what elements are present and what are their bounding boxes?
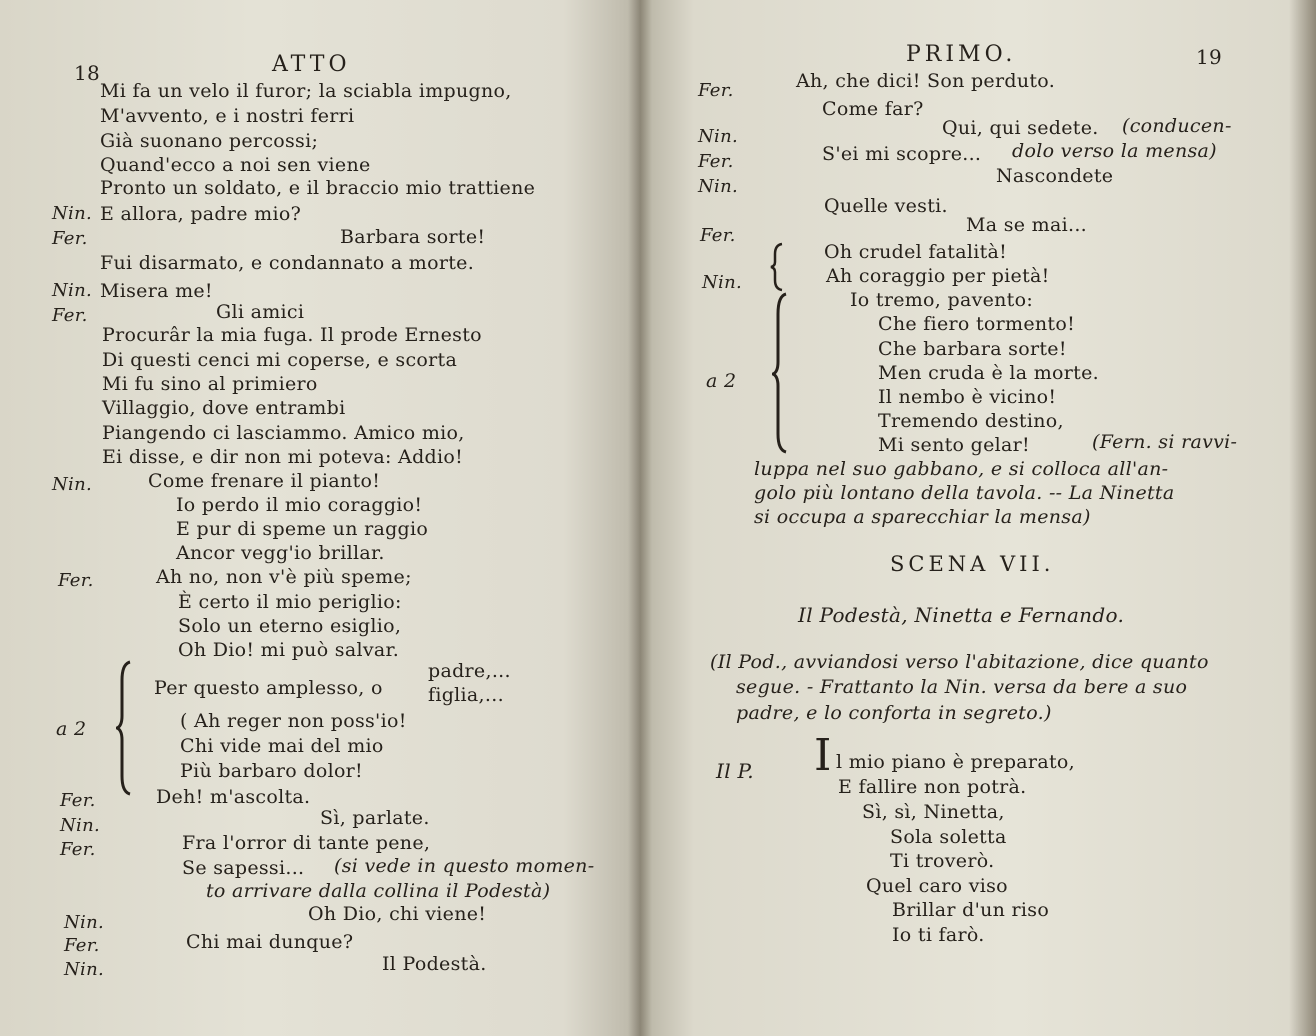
verse-line: Sì, parlate.	[320, 807, 430, 829]
stage-direction: to arrivare dalla collina il Podestà)	[206, 880, 551, 902]
scene-heading: SCENA VII.	[890, 552, 1055, 576]
verse-line: Men cruda è la morte.	[878, 362, 1099, 384]
verse-line: Come frenare il pianto!	[148, 470, 381, 492]
verse-line: Che fiero tormento!	[878, 313, 1076, 335]
verse-line: Io ti farò.	[892, 924, 985, 946]
verse-line: S'ei mi scopre...	[822, 143, 982, 165]
verse-line: Ah no, non v'è più speme;	[156, 566, 412, 588]
speaker-label: Nin.	[698, 176, 739, 197]
duet-label: a 2	[706, 370, 737, 392]
verse-line: Deh! m'ascolta.	[156, 786, 311, 808]
verse-line: Ah coraggio per pietà!	[826, 265, 1050, 287]
book-gutter	[628, 0, 652, 1036]
verse-line: Ti troverò.	[890, 850, 995, 872]
verse-line: Piangendo ci lasciammo. Amico mio,	[102, 422, 465, 444]
duet-brace	[116, 660, 136, 796]
verse-line: Se sapessi...	[182, 857, 305, 879]
verse-line: Oh Dio! mi può salvar.	[178, 639, 400, 661]
speaker-label: Nin.	[698, 126, 739, 147]
duet-label: a 2	[56, 718, 87, 740]
verse-line: l mio piano è preparato,	[836, 751, 1075, 773]
verse-line: Mi sento gelar!	[878, 434, 1030, 456]
verse-line: È certo il mio periglio:	[178, 591, 402, 613]
verse-line: Misera me!	[100, 280, 213, 302]
verse-line: Io perdo il mio coraggio!	[176, 494, 423, 516]
speaker-label: Fer.	[60, 790, 96, 811]
verse-line: Per questo amplesso, o	[154, 677, 383, 699]
verse-line: Chi mai dunque?	[186, 931, 354, 953]
verse-line: Ancor vegg'io brillar.	[176, 542, 385, 564]
speaker-label: Nin.	[64, 959, 105, 980]
verse-line: Quand'ecco a noi sen viene	[100, 154, 371, 176]
verse-line: Di questi cenci mi coperse, e scorta	[102, 349, 458, 371]
verse-line: Sì, sì, Ninetta,	[862, 801, 1005, 823]
verse-line: Quelle vesti.	[824, 195, 948, 217]
speaker-label: Nin.	[52, 474, 93, 495]
verse-line: Il Podestà.	[382, 953, 487, 975]
verse-alternative: padre,...	[428, 660, 511, 682]
speaker-label: Il P.	[716, 759, 754, 783]
verse-line: Fra l'orror di tante pene,	[182, 832, 431, 854]
verse-line: E pur di speme un raggio	[176, 518, 429, 540]
verse-line: Gli amici	[216, 301, 305, 323]
verse-line: Come far?	[822, 98, 924, 120]
speaker-label: Nin.	[60, 815, 101, 836]
verse-line: Fui disarmato, e condannato a morte.	[100, 252, 475, 274]
stage-direction: si occupa a sparecchiar la mensa)	[754, 506, 1091, 528]
stage-direction: luppa nel suo gabbano, e si colloca all'an-	[754, 458, 1169, 480]
right-page	[640, 0, 1316, 1036]
stage-direction: (conducen-	[1122, 115, 1232, 137]
verse-line: ( Ah reger non poss'io!	[180, 710, 407, 732]
speaker-label: Fer.	[698, 151, 734, 172]
stage-direction: padre, e lo conforta in segreto.)	[736, 702, 1052, 724]
speaker-label: Nin.	[52, 280, 93, 301]
verse-line: Barbara sorte!	[340, 226, 486, 248]
left-page	[0, 0, 640, 1036]
verse-line: E fallire non potrà.	[838, 776, 1027, 798]
verse-line: Tremendo destino,	[878, 410, 1064, 432]
stage-direction: segue. - Frattanto la Nin. versa da bere a suo	[736, 676, 1188, 698]
verse-line: Procurâr la mia fuga. Il prode Ernesto	[102, 324, 482, 346]
verse-line: Più barbaro dolor!	[180, 760, 363, 782]
small-brace	[770, 242, 786, 292]
stage-direction: golo più lontano della tavola. -- La Ninetta	[754, 482, 1175, 504]
verse-line: Io tremo, pavento:	[850, 289, 1034, 311]
speaker-label: Fer.	[52, 305, 88, 326]
verse-alternative: figlia,...	[428, 684, 504, 706]
verse-line: Ei disse, e dir non mi poteva: Addio!	[102, 446, 464, 468]
speaker-label: Fer.	[700, 225, 736, 246]
verse-line: Oh crudel fatalità!	[824, 241, 1008, 263]
verse-line: Ah, che dici! Son perduto.	[796, 70, 1056, 92]
verse-line: Nascondete	[996, 165, 1114, 187]
verse-line: Brillar d'un riso	[892, 899, 1050, 921]
speaker-label: Fer.	[60, 839, 96, 860]
verse-line: M'avvento, e i nostri ferri	[100, 105, 355, 127]
verse-line: Qui, qui sedete.	[942, 117, 1099, 139]
verse-line: Chi vide mai del mio	[180, 735, 384, 757]
speaker-label: Nin.	[64, 912, 105, 933]
verse-line: Oh Dio, chi viene!	[308, 903, 487, 925]
verse-line: Mi fu sino al primiero	[102, 373, 318, 395]
verse-line: Solo un eterno esiglio,	[178, 615, 402, 637]
verse-line: Villaggio, dove entrambi	[102, 397, 346, 419]
speaker-label: Fer.	[64, 935, 100, 956]
speaker-label: Fer.	[52, 228, 88, 249]
stage-direction: (si vede in questo momen-	[334, 855, 595, 877]
verse-line: Il nembo è vicino!	[878, 386, 1057, 408]
running-head: PRIMO.	[906, 42, 1017, 67]
page-number: 18	[74, 61, 101, 85]
verse-line: Che barbara sorte!	[878, 338, 1067, 360]
stage-direction: (Il Pod., avviandosi verso l'abitazione, dice quanto	[710, 651, 1209, 673]
drop-initial: I	[814, 730, 832, 781]
scene-characters: Il Podestà, Ninetta e Fernando.	[798, 603, 1125, 627]
verse-line: Pronto un soldato, e il braccio mio trattiene	[100, 177, 536, 199]
stage-direction: (Fern. si ravvi-	[1092, 431, 1238, 453]
duet-brace	[772, 292, 792, 454]
verse-line: Sola soletta	[890, 826, 1007, 848]
verse-line: Quel caro viso	[866, 875, 1008, 897]
page-number: 19	[1196, 45, 1223, 69]
speaker-label: Nin.	[702, 272, 743, 293]
verse-line: Ma se mai...	[966, 214, 1087, 236]
stage-direction: dolo verso la mensa)	[1012, 140, 1217, 162]
verse-line: E allora, padre mio?	[100, 203, 302, 225]
speaker-label: Nin.	[52, 203, 93, 224]
speaker-label: Fer.	[58, 570, 94, 591]
verse-line: Già suonano percossi;	[100, 130, 319, 152]
verse-line: Mi fa un velo il furor; la sciabla impugno,	[100, 80, 512, 102]
speaker-label: Fer.	[698, 80, 734, 101]
running-head: ATTO	[272, 52, 351, 77]
